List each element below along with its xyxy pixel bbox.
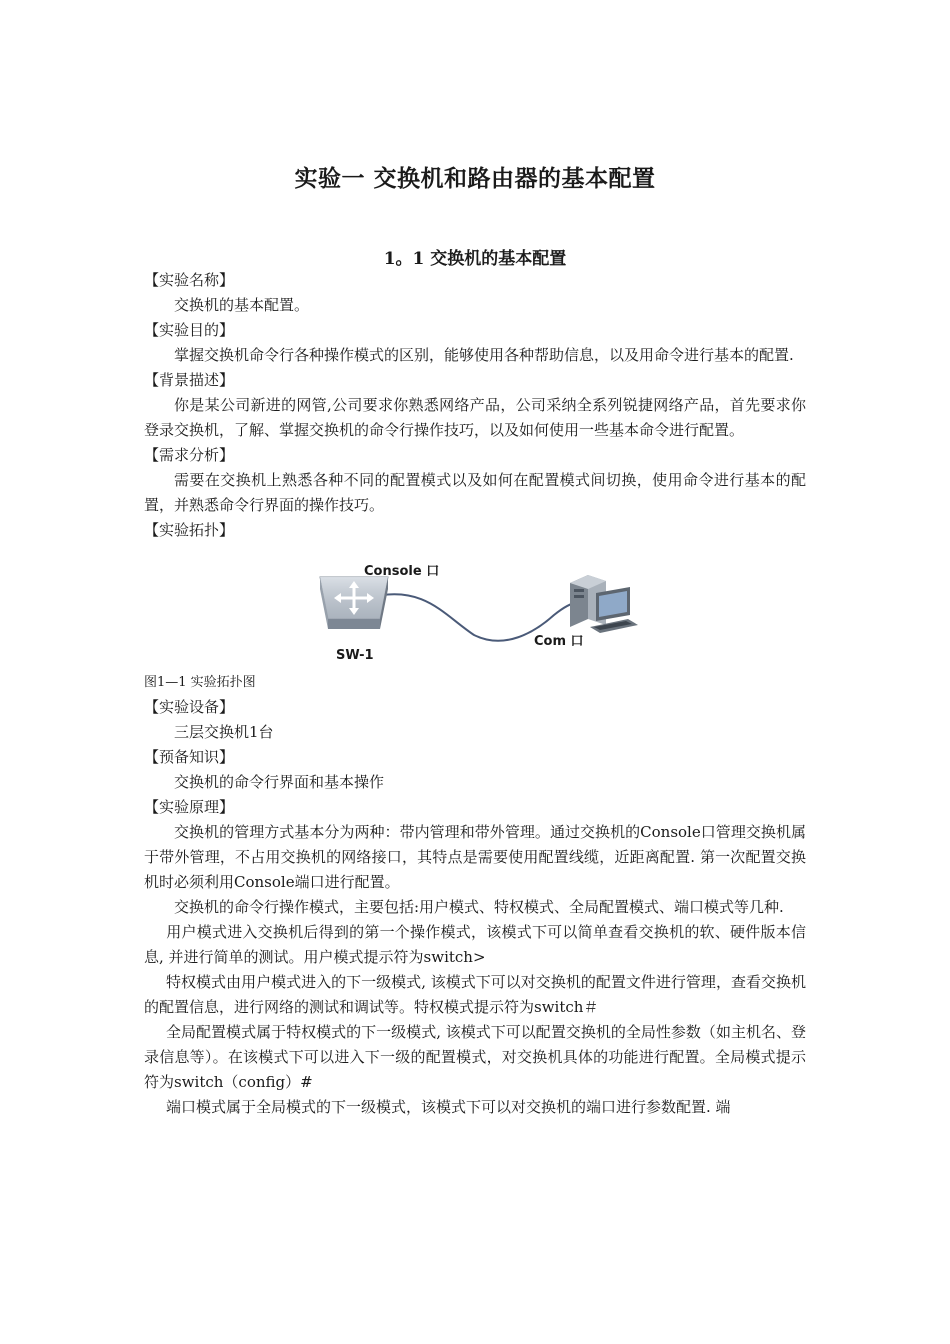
heading-prerequisite: 【预备知识】 [144, 748, 235, 766]
paragraph-principle-2: 交换机的命令行操作模式，主要包括:用户模式、特权模式、全局配置模式、端口模式等几种. [174, 898, 784, 916]
heading-principle: 【实验原理】 [144, 798, 235, 816]
bullet-privileged-mode-text: 特权模式由用户模式进入的下一级模式, 该模式下可以对交换机的配置文件进行管理，查看交换机的配置信息，进行网络的测试和调试等。特权模式提示符为switch＃ [144, 973, 806, 1016]
bullet-privileged-mode [144, 970, 806, 1020]
paragraph-equipment: 三层交换机1台 [174, 723, 274, 741]
document-body [144, 268, 806, 1120]
paragraph-experiment-goal: 掌握交换机命令行各种操作模式的区别，能够使用各种帮助信息，以及用命令进行基本的配置. [174, 346, 794, 364]
com-port-label: Com 口 [534, 634, 584, 649]
switch-icon [320, 577, 388, 629]
topology-diagram [144, 545, 806, 670]
paragraph-principle-1: 交换机的管理方式基本分为两种：带内管理和带外管理。通过交换机的Console口管理交换机属于带外管理，不占用交换机的网络接口，其特点是需要使用配置线缆，近距离配置. 第一次配置交换机时必须利用Console端口进行配置。 [144, 823, 806, 891]
bullet-user-mode-text: 用户模式进入交换机后得到的第一个操作模式，该模式下可以简单查看交换机的软、硬件版本信息, 并进行简单的测试。用户模式提示符为switch> [144, 923, 806, 966]
switch-label: SW-1 [336, 648, 374, 663]
bullet-global-mode [144, 1020, 806, 1095]
heading-topology: 【实验拓扑】 [144, 521, 235, 539]
bullet-interface-mode [144, 1095, 806, 1120]
computer-icon [570, 575, 638, 633]
heading-requirements: 【需求分析】 [144, 446, 235, 464]
paragraph-requirements: 需要在交换机上熟悉各种不同的配置模式以及如何在配置模式间切换，使用命令进行基本的配置，并熟悉命令行界面的操作技巧。 [144, 471, 806, 514]
figure-caption: 图1—1 实验拓扑图 [144, 675, 256, 690]
bullet-interface-mode-text: 端口模式属于全局模式的下一级模式，该模式下可以对交换机的端口进行参数配置. 端 [166, 1098, 731, 1116]
heading-experiment-name: 【实验名称】 [144, 271, 235, 289]
topology-figure [144, 545, 806, 670]
bullet-global-mode-text: 全局配置模式属于特权模式的下一级模式, 该模式下可以配置交换机的全局性参数（如主机名、登录信息等）。在该模式下可以进入下一级的配置模式，对交换机具体的功能进行配置。全局模式提示符为switch（config）# [144, 1023, 806, 1091]
section-title: 1。1 交换机的基本配置 [383, 249, 567, 269]
paragraph-experiment-name: 交换机的基本配置。 [174, 296, 310, 314]
paragraph-prerequisite: 交换机的命令行界面和基本操作 [174, 773, 385, 791]
paragraph-background: 你是某公司新进的网管,公司要求你熟悉网络产品，公司采纳全系列锐捷网络产品，首先要求你登录交换机，了解、掌握交换机的命令行操作技巧，以及如何使用一些基本命令进行配置。 [144, 396, 806, 439]
heading-equipment: 【实验设备】 [144, 698, 235, 716]
heading-background: 【背景描述】 [144, 371, 235, 389]
heading-experiment-goal: 【实验目的】 [144, 321, 235, 339]
bullet-user-mode [144, 920, 806, 970]
page-title: 实验一 交换机和路由器的基本配置 [294, 166, 656, 192]
console-port-label: Console 口 [364, 564, 440, 579]
